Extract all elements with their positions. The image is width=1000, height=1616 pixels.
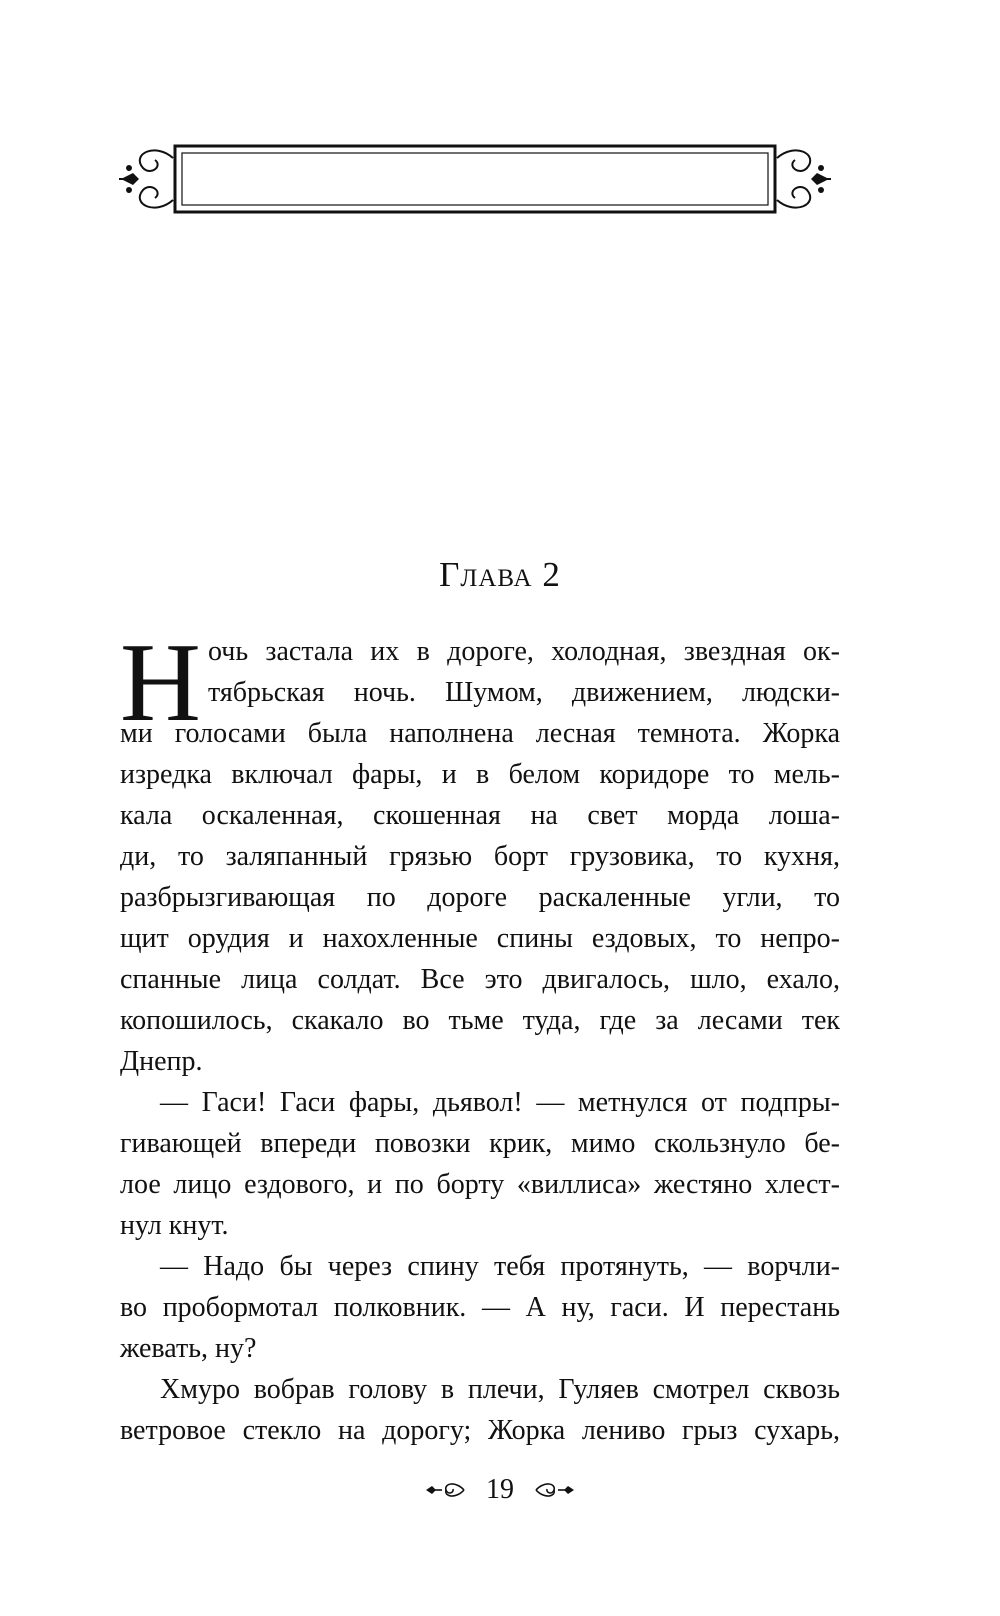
header-ornament-frame xyxy=(115,140,835,218)
text-line: тябрьская ночь. Шумом, движением, людски- xyxy=(208,677,840,708)
text-line: очь застала их в дороге, холодная, звездная ок- xyxy=(208,636,840,667)
text-line: копошилось, скакало во тьме туда, где за лесами тек xyxy=(120,1005,840,1036)
body-text xyxy=(120,621,840,1451)
text-line: во пробормотал полковник. — А ну, гаси. И перестань xyxy=(120,1292,840,1323)
text-line: Хмуро вобрав голову в плечи, Гуляев смотрел сквозь xyxy=(160,1374,840,1405)
text-line: — Надо бы через спину тебя протянуть, — ворчли- xyxy=(160,1251,840,1282)
text-line: ми голосами была наполнена лесная темнота. Жорка xyxy=(120,718,840,749)
text-line: разбрызгивающая по дороге раскаленные угли, то xyxy=(120,882,840,913)
paragraph xyxy=(120,1246,840,1369)
ornament-left-icon xyxy=(424,1479,468,1501)
text-line: нул кнут. xyxy=(120,1210,229,1241)
text-line: щит орудия и нахохленные спины ездовых, то непро- xyxy=(120,923,840,954)
chapter-title: Глава 2 xyxy=(439,555,561,594)
text-line: ди, то заляпанный грязью борт грузовика, то кухня, xyxy=(120,841,840,872)
text-line: — Гаси! Гаси фары, дьявол! — метнулся от подпры- xyxy=(160,1087,840,1118)
paragraph xyxy=(120,1082,840,1246)
text-line: спанные лица солдат. Все это двигалось, шло, ехало, xyxy=(120,964,840,995)
text-line: гивающей впереди повозки крик, мимо скользнуло бе- xyxy=(120,1128,840,1159)
text-line: изредка включал фары, и в белом коридоре то мель- xyxy=(120,759,840,790)
text-line: лое лицо ездового, и по борту «виллиса» жестяно хлест- xyxy=(120,1169,840,1200)
page-footer xyxy=(0,1470,1000,1510)
text-line: Днепр. xyxy=(120,1046,203,1077)
text-line: жевать, ну? xyxy=(120,1333,257,1364)
page-number: 19 xyxy=(486,1474,514,1505)
text-line: кала оскаленная, скошенная на свет морда лоша- xyxy=(120,800,840,831)
drop-cap: Н xyxy=(120,621,201,745)
text-line: ветровое стекло на дорогу; Жорка лениво грыз сухарь, xyxy=(120,1415,840,1446)
first-paragraph xyxy=(120,621,840,1082)
ornament-right-icon xyxy=(532,1479,576,1501)
paragraph xyxy=(120,1369,840,1451)
